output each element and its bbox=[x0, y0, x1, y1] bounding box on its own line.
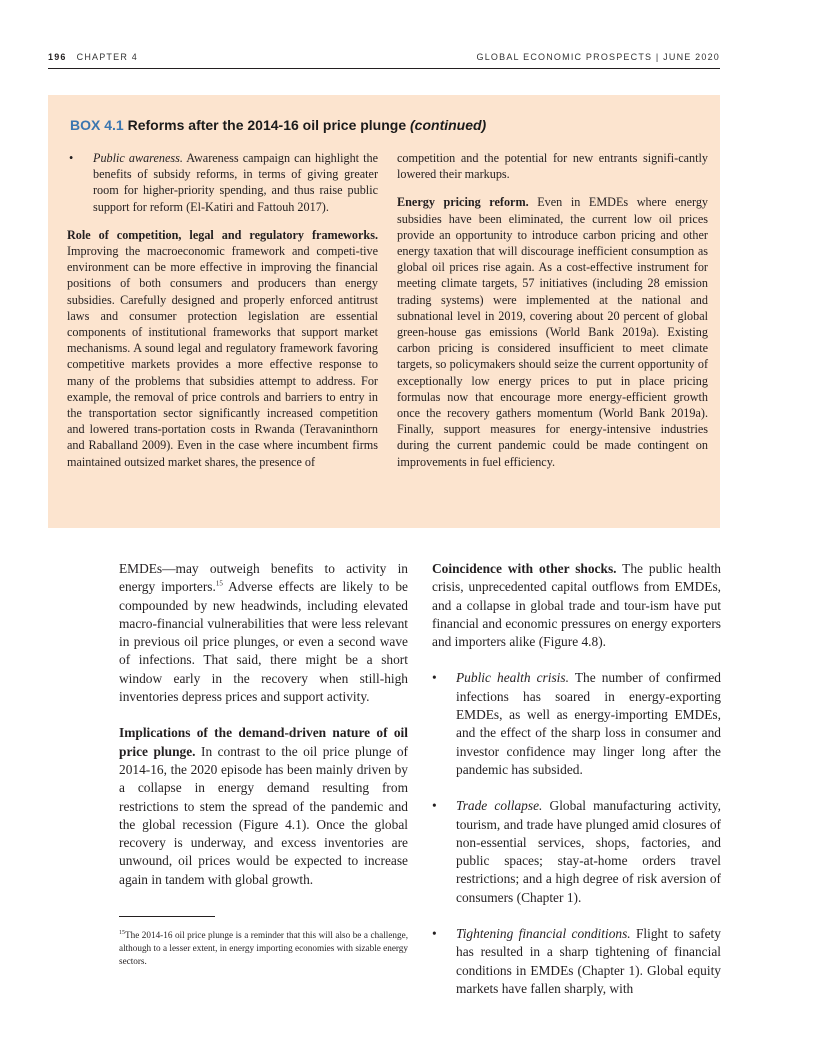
publication-title: GLOBAL ECONOMIC PROSPECTS | JUNE 2020 bbox=[476, 52, 720, 62]
footnote-number: 15 bbox=[119, 929, 125, 936]
bullet-lead: Trade collapse. bbox=[456, 798, 543, 814]
box-title bbox=[70, 117, 486, 133]
bullet-icon: • bbox=[69, 151, 74, 165]
bullet-lead: Public awareness. bbox=[93, 151, 183, 165]
paragraph-text: EMDEs—may outweigh benefits to activity in energy importers. bbox=[119, 561, 408, 595]
box-continued: (continued) bbox=[410, 117, 487, 133]
bullet-icon: • bbox=[432, 926, 437, 942]
bullet-lead: Tightening financial conditions. bbox=[456, 926, 631, 942]
page-number: 196 bbox=[48, 52, 67, 62]
bullet-text: Awareness campaign can highlight the benefits of subsidy reforms, in terms of giving greater room for higher-priority spending, and thus raise public support for reform (El-Katiri and Fattouh 2017). bbox=[93, 151, 379, 214]
box-label: BOX 4.1 bbox=[70, 117, 124, 133]
paragraph-text: In contrast to the oil price plunge of 2014-16, the 2020 episode has been mainly driven by a collapse in energy demand resulting from restrictions to stem the spread of the pandemic and the global recession (Figure 4.1). Once the global recovery is underway, and excess inventories are unwound, oil prices would be expected to increase again in tandem with global growth. bbox=[119, 743, 408, 887]
bullet-icon: • bbox=[432, 670, 437, 686]
main-paragraph-1 bbox=[119, 560, 408, 706]
main-left-column bbox=[119, 560, 408, 907]
bullet-lead: Public health crisis. bbox=[456, 670, 569, 686]
box-4-1 bbox=[48, 95, 720, 528]
bullet-trade-collapse bbox=[432, 797, 721, 907]
bullet-financial-conditions bbox=[432, 925, 721, 998]
box-paragraph-continuation: competition and the potential for new entrants signifi-cantly lowered their markups. bbox=[397, 151, 708, 182]
bullet-text: The number of confirmed infections has soared in energy-exporting EMDEs, as well as energy-importing EMDEs, and the effect of the sharp loss in consumer and investor confidence may linger long after the pandemic has subsided. bbox=[456, 670, 721, 777]
paragraph-lead: Coincidence with other shocks. bbox=[432, 561, 617, 576]
paragraph-lead: Implications of the demand-driven nature of oil price plunge. bbox=[119, 725, 408, 759]
bullet-text: Flight to safety has resulted in a sharp tightening of financial conditions in EMDEs (Chapter 1). Global equity markets have fallen sharply, with bbox=[456, 926, 721, 996]
footnote-ref[interactable]: 15 bbox=[215, 579, 223, 588]
paragraph-lead: Role of competition, legal and regulatory frameworks. bbox=[67, 227, 378, 242]
page-header bbox=[48, 52, 720, 69]
paragraph-text: The public health crisis, unprecedented capital outflows from EMDEs, and a collapse in global trade and tour-ism have put financial and economic pressures on energy exporters and importers alike (Figure 4.8). bbox=[432, 561, 721, 650]
footnote-15 bbox=[119, 929, 408, 968]
box-bullet-public-awareness bbox=[67, 150, 378, 215]
box-title-text: Reforms after the 2014-16 oil price plunge bbox=[127, 117, 407, 133]
paragraph-text-cont: Adverse effects are likely to be compounded by new headwinds, including elevated macro-financial vulnerabilities that were less relevant in previous oil price plunges, or even a second wave of infections. That said, there might be a short window early in the recovery when still-high inventories depress prices and support activity. bbox=[119, 579, 408, 705]
box-right-column bbox=[397, 150, 708, 482]
box-left-column bbox=[67, 150, 378, 482]
main-paragraph-2 bbox=[119, 724, 408, 889]
box-paragraph-energy-pricing bbox=[397, 194, 708, 469]
footnote-divider bbox=[119, 916, 215, 917]
paragraph-text: Even in EMDEs where energy subsidies have been eliminated, the current low oil prices provide an opportunity to introduce carbon pricing and other energy taxation that will discourage inefficient consumption as global oil prices rise again. As a cost-effective instrument for meeting climate targets, 57 initiatives (including 28 emission trading systems) were implemented at the national and subnational level in 2019, covering about 20 percent of global green-house gas emissions (World Bank 2019a). Existing carbon pricing is considered insufficient to meet climate targets, so policymakers should seize the current opportunity of exceptionally low energy prices to put in place pricing formulas now that encourage more energy-efficient growth once the recovery gathers momentum (World Bank 2019a). Finally, support measures for energy-intensive industries during the current pandemic could be made contingent on improvements in fuel efficiency. bbox=[397, 195, 709, 469]
bullet-icon: • bbox=[432, 798, 437, 814]
footnote-text: The 2014-16 oil price plunge is a reminder that this will also be a challenge, although to a lesser extent, in energy importing economies with sizable energy sectors. bbox=[119, 930, 408, 966]
bullet-public-health bbox=[432, 669, 721, 779]
chapter-label: CHAPTER 4 bbox=[76, 52, 138, 62]
box-paragraph-competition bbox=[67, 227, 378, 470]
paragraph-text: Improving the macroeconomic framework and competi-tive environment can be more effective in improving the financial positions of both consumers and producers than energy subsidies. Carefully designed and properly enforced antitrust laws and consumer protection legislation are essential components of institutional frameworks that support market mechanisms. A sound legal and regulatory framework favoring competitive markets provides a more effective response to many of the problems that subsidies attempt to address. For example, the removal of price controls and barriers to entry in the transportation sector significantly increased competition and lowered trans-portation costs in Rwanda (Teravaninthorn and Raballand 2009). Even in the case where incumbent firms maintained outsized market shares, the presence of bbox=[67, 244, 378, 469]
bullet-text: Global manufacturing activity, tourism, and trade have plunged amid closures of non-essential services, shops, factories, and public spaces; stay-at-home orders travel restrictions; and a high degree of risk aversion of consumers (Chapter 1). bbox=[456, 798, 721, 905]
header-left bbox=[48, 52, 138, 62]
main-paragraph-shocks bbox=[432, 560, 721, 651]
paragraph-lead: Energy pricing reform. bbox=[397, 195, 529, 210]
main-right-column bbox=[432, 560, 721, 1016]
